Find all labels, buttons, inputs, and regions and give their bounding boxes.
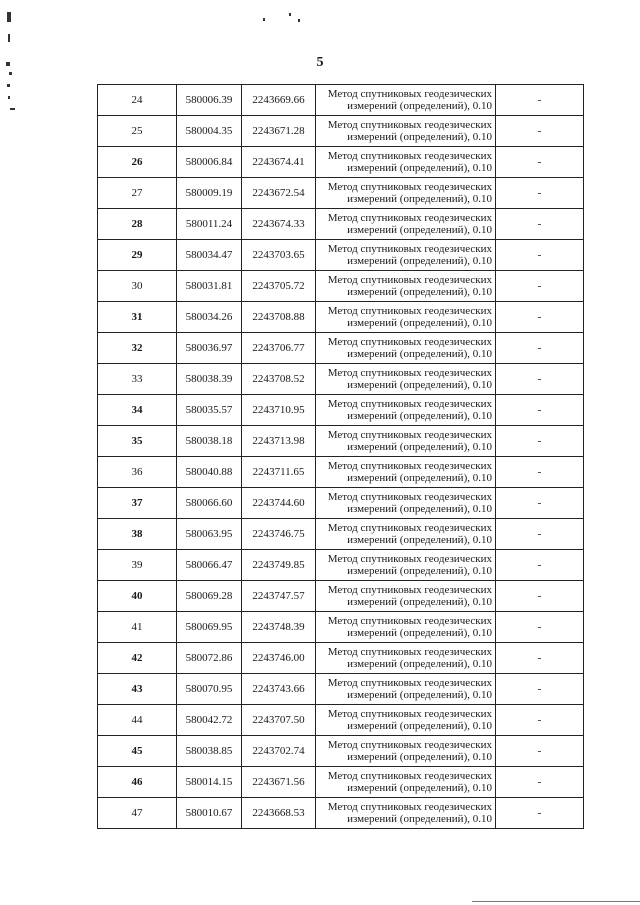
table-row	[98, 209, 584, 240]
extra-cell: -	[496, 550, 584, 581]
method-line-1: Метод спутниковых геодезических	[327, 88, 492, 100]
coord-x-cell: 580010.67	[177, 798, 242, 829]
method-cell	[316, 178, 496, 209]
table-row	[98, 488, 584, 519]
point-number-cell: 30	[98, 271, 177, 302]
extra-cell: -	[496, 333, 584, 364]
method-cell	[316, 519, 496, 550]
coord-y-cell: 2243744.60	[242, 488, 316, 519]
method-line-1: Метод спутниковых геодезических	[327, 708, 492, 720]
method-line-1: Метод спутниковых геодезических	[327, 305, 492, 317]
coord-y-cell: 2243668.53	[242, 798, 316, 829]
extra-cell: -	[496, 240, 584, 271]
extra-cell: -	[496, 612, 584, 643]
coord-y-cell: 2243711.65	[242, 457, 316, 488]
point-number-cell: 32	[98, 333, 177, 364]
table-row	[98, 643, 584, 674]
table-row	[98, 85, 584, 116]
point-number-cell: 44	[98, 705, 177, 736]
method-line-2: измерений (определений), 0.10	[347, 720, 492, 732]
extra-cell: -	[496, 395, 584, 426]
method-line-1: Метод спутниковых геодезических	[327, 801, 492, 813]
method-cell	[316, 333, 496, 364]
coord-x-cell: 580011.24	[177, 209, 242, 240]
method-line-1: Метод спутниковых геодезических	[327, 770, 492, 782]
coord-x-cell: 580034.47	[177, 240, 242, 271]
coord-y-cell: 2243708.52	[242, 364, 316, 395]
extra-cell: -	[496, 364, 584, 395]
method-line-1: Метод спутниковых геодезических	[327, 367, 492, 379]
method-line-1: Метод спутниковых геодезических	[327, 181, 492, 193]
coord-y-cell: 2243749.85	[242, 550, 316, 581]
scan-artifact	[289, 13, 291, 16]
coord-x-cell: 580034.26	[177, 302, 242, 333]
method-cell	[316, 85, 496, 116]
coord-x-cell: 580006.39	[177, 85, 242, 116]
extra-cell: -	[496, 209, 584, 240]
extra-cell: -	[496, 178, 584, 209]
point-number-cell: 34	[98, 395, 177, 426]
scan-artifact	[298, 19, 300, 22]
method-cell	[316, 767, 496, 798]
table-row	[98, 581, 584, 612]
method-line-2: измерений (определений), 0.10	[347, 565, 492, 577]
coord-y-cell: 2243748.39	[242, 612, 316, 643]
coord-x-cell: 580038.85	[177, 736, 242, 767]
coord-x-cell: 580038.39	[177, 364, 242, 395]
method-line-2: измерений (определений), 0.10	[347, 782, 492, 794]
page-number: 5	[316, 55, 324, 70]
table-row	[98, 519, 584, 550]
point-number-cell: 38	[98, 519, 177, 550]
method-cell	[316, 116, 496, 147]
method-cell	[316, 581, 496, 612]
method-line-1: Метод спутниковых геодезических	[327, 429, 492, 441]
table-row	[98, 550, 584, 581]
scan-artifact	[7, 84, 10, 87]
scan-artifact	[9, 72, 12, 75]
extra-cell: -	[496, 519, 584, 550]
method-line-2: измерений (определений), 0.10	[347, 286, 492, 298]
coord-y-cell: 2243671.28	[242, 116, 316, 147]
method-line-1: Метод спутниковых геодезических	[327, 615, 492, 627]
method-cell	[316, 302, 496, 333]
coord-x-cell: 580040.88	[177, 457, 242, 488]
extra-cell: -	[496, 581, 584, 612]
coordinates-table-body	[98, 85, 584, 829]
coord-y-cell: 2243703.65	[242, 240, 316, 271]
point-number-cell: 39	[98, 550, 177, 581]
coord-y-cell: 2243669.66	[242, 85, 316, 116]
method-line-2: измерений (определений), 0.10	[347, 348, 492, 360]
coord-x-cell: 580038.18	[177, 426, 242, 457]
point-number-cell: 40	[98, 581, 177, 612]
point-number-cell: 31	[98, 302, 177, 333]
coord-x-cell: 580031.81	[177, 271, 242, 302]
method-line-1: Метод спутниковых геодезических	[327, 336, 492, 348]
point-number-cell: 37	[98, 488, 177, 519]
coord-y-cell: 2243708.88	[242, 302, 316, 333]
point-number-cell: 41	[98, 612, 177, 643]
coord-x-cell: 580006.84	[177, 147, 242, 178]
point-number-cell: 29	[98, 240, 177, 271]
method-line-1: Метод спутниковых геодезических	[327, 739, 492, 751]
extra-cell: -	[496, 798, 584, 829]
extra-cell: -	[496, 674, 584, 705]
method-line-2: измерений (определений), 0.10	[347, 658, 492, 670]
method-cell	[316, 550, 496, 581]
coord-x-cell: 580069.28	[177, 581, 242, 612]
scan-artifact	[8, 34, 10, 42]
method-line-2: измерений (определений), 0.10	[347, 596, 492, 608]
coordinates-table	[97, 84, 584, 829]
extra-cell: -	[496, 271, 584, 302]
method-cell	[316, 674, 496, 705]
point-number-cell: 24	[98, 85, 177, 116]
table-row	[98, 178, 584, 209]
method-line-2: измерений (определений), 0.10	[347, 813, 492, 825]
method-line-2: измерений (определений), 0.10	[347, 255, 492, 267]
coord-y-cell: 2243705.72	[242, 271, 316, 302]
table-row	[98, 612, 584, 643]
coord-x-cell: 580004.35	[177, 116, 242, 147]
table-row	[98, 302, 584, 333]
method-cell	[316, 798, 496, 829]
coord-y-cell: 2243747.57	[242, 581, 316, 612]
method-line-1: Метод спутниковых геодезических	[327, 398, 492, 410]
point-number-cell: 47	[98, 798, 177, 829]
coord-x-cell: 580066.47	[177, 550, 242, 581]
coord-y-cell: 2243672.54	[242, 178, 316, 209]
method-cell	[316, 364, 496, 395]
table-row	[98, 457, 584, 488]
method-line-2: измерений (определений), 0.10	[347, 689, 492, 701]
method-line-1: Метод спутниковых геодезических	[327, 119, 492, 131]
table-row	[98, 147, 584, 178]
method-line-1: Метод спутниковых геодезических	[327, 150, 492, 162]
method-cell	[316, 736, 496, 767]
scan-artifact	[8, 96, 10, 99]
coord-y-cell: 2243702.74	[242, 736, 316, 767]
coord-y-cell: 2243707.50	[242, 705, 316, 736]
method-line-1: Метод спутниковых геодезических	[327, 584, 492, 596]
method-cell	[316, 395, 496, 426]
coord-x-cell: 580014.15	[177, 767, 242, 798]
point-number-cell: 45	[98, 736, 177, 767]
method-line-1: Метод спутниковых геодезических	[327, 677, 492, 689]
table-row	[98, 240, 584, 271]
method-cell	[316, 612, 496, 643]
method-line-2: измерений (определений), 0.10	[347, 100, 492, 112]
point-number-cell: 35	[98, 426, 177, 457]
method-line-1: Метод спутниковых геодезических	[327, 553, 492, 565]
point-number-cell: 33	[98, 364, 177, 395]
table-row	[98, 798, 584, 829]
method-line-2: измерений (определений), 0.10	[347, 131, 492, 143]
coord-y-cell: 2243706.77	[242, 333, 316, 364]
method-cell	[316, 209, 496, 240]
scan-artifact	[7, 12, 11, 22]
method-line-2: измерений (определений), 0.10	[347, 751, 492, 763]
method-line-2: измерений (определений), 0.10	[347, 193, 492, 205]
table-row	[98, 674, 584, 705]
extra-cell: -	[496, 302, 584, 333]
method-cell	[316, 426, 496, 457]
method-line-2: измерений (определений), 0.10	[347, 317, 492, 329]
coord-x-cell: 580072.86	[177, 643, 242, 674]
table-row	[98, 705, 584, 736]
coord-x-cell: 580036.97	[177, 333, 242, 364]
extra-cell: -	[496, 85, 584, 116]
method-line-2: измерений (определений), 0.10	[347, 379, 492, 391]
coord-x-cell: 580063.95	[177, 519, 242, 550]
point-number-cell: 25	[98, 116, 177, 147]
table-row	[98, 271, 584, 302]
coord-x-cell: 580069.95	[177, 612, 242, 643]
extra-cell: -	[496, 643, 584, 674]
point-number-cell: 26	[98, 147, 177, 178]
table-row	[98, 116, 584, 147]
method-line-1: Метод спутниковых геодезических	[327, 460, 492, 472]
method-cell	[316, 488, 496, 519]
point-number-cell: 43	[98, 674, 177, 705]
bottom-rule	[472, 901, 640, 902]
coord-x-cell: 580009.19	[177, 178, 242, 209]
extra-cell: -	[496, 736, 584, 767]
coord-y-cell: 2243713.98	[242, 426, 316, 457]
coord-x-cell: 580066.60	[177, 488, 242, 519]
method-line-1: Метод спутниковых геодезических	[327, 274, 492, 286]
method-cell	[316, 147, 496, 178]
method-line-1: Метод спутниковых геодезических	[327, 243, 492, 255]
method-line-2: измерений (определений), 0.10	[347, 410, 492, 422]
method-cell	[316, 705, 496, 736]
table-row	[98, 364, 584, 395]
coord-x-cell: 580035.57	[177, 395, 242, 426]
extra-cell: -	[496, 488, 584, 519]
point-number-cell: 27	[98, 178, 177, 209]
table-row	[98, 395, 584, 426]
table-row	[98, 426, 584, 457]
method-line-1: Метод спутниковых геодезических	[327, 646, 492, 658]
coord-y-cell: 2243743.66	[242, 674, 316, 705]
method-line-1: Метод спутниковых геодезических	[327, 212, 492, 224]
extra-cell: -	[496, 457, 584, 488]
coord-y-cell: 2243746.00	[242, 643, 316, 674]
method-line-2: измерений (определений), 0.10	[347, 534, 492, 546]
method-cell	[316, 240, 496, 271]
coord-y-cell: 2243674.33	[242, 209, 316, 240]
point-number-cell: 28	[98, 209, 177, 240]
coord-y-cell: 2243746.75	[242, 519, 316, 550]
method-line-2: измерений (определений), 0.10	[347, 162, 492, 174]
method-cell	[316, 271, 496, 302]
method-cell	[316, 643, 496, 674]
scan-artifact	[10, 108, 15, 110]
coord-x-cell: 580070.95	[177, 674, 242, 705]
method-line-2: измерений (определений), 0.10	[347, 627, 492, 639]
extra-cell: -	[496, 116, 584, 147]
method-line-2: измерений (определений), 0.10	[347, 224, 492, 236]
coord-x-cell: 580042.72	[177, 705, 242, 736]
point-number-cell: 42	[98, 643, 177, 674]
method-line-2: измерений (определений), 0.10	[347, 441, 492, 453]
extra-cell: -	[496, 767, 584, 798]
extra-cell: -	[496, 705, 584, 736]
table-row	[98, 333, 584, 364]
method-line-1: Метод спутниковых геодезических	[327, 491, 492, 503]
extra-cell: -	[496, 426, 584, 457]
point-number-cell: 36	[98, 457, 177, 488]
method-line-2: измерений (определений), 0.10	[347, 472, 492, 484]
method-cell	[316, 457, 496, 488]
table-row	[98, 767, 584, 798]
extra-cell: -	[496, 147, 584, 178]
coord-y-cell: 2243674.41	[242, 147, 316, 178]
point-number-cell: 46	[98, 767, 177, 798]
coord-y-cell: 2243671.56	[242, 767, 316, 798]
table-row	[98, 736, 584, 767]
method-line-2: измерений (определений), 0.10	[347, 503, 492, 515]
scan-artifact	[263, 18, 265, 21]
method-line-1: Метод спутниковых геодезических	[327, 522, 492, 534]
coord-y-cell: 2243710.95	[242, 395, 316, 426]
